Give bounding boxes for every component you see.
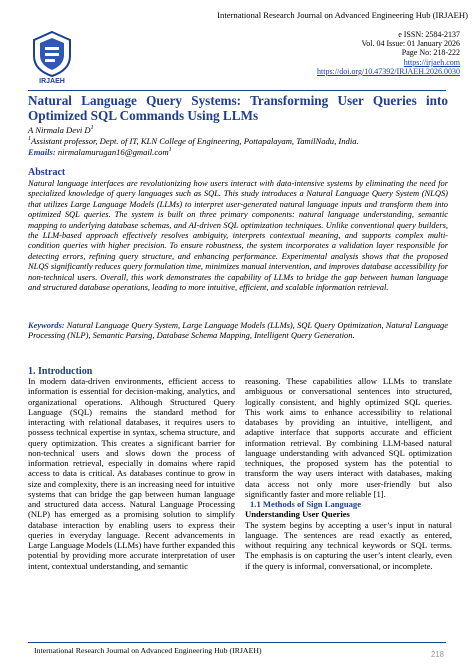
volume-issue: Vol. 04 Issue: 01 January 2026 — [361, 39, 460, 49]
affiliation: Assistant professor, Dept. of IT, KLN College of Engineering, Pottapalayam, TamilNadu, India. — [31, 135, 359, 146]
intro-left-column: In modern data-driven environments, efficient access to information is essential for decision-making, analytics, and organizational operations. Although Structured Query Language (SQL) remains the standard method for interacting with relational databases, it requires users to possess technical expertise in syntax, schema structure, and query optimization. This creates a significant barrier for non-technical users and slows down the process of information retrieval, especially in domains where rapid access to data is critical. As databases continue to grow in size and complexity, there is an increasing need for intuitive systems that can bridge the gap between human language and structured data access. Natural Language Processing (NLP) has emerged as a promising solution to simplify database interaction by enabling users to express their queries in everyday language. Recent advancements in Large Language Models (LLMs) have further expanded this potential by providing more accurate interpretation of user intent, contextual understanding, and semantic — [28, 376, 235, 571]
subsection-heading: 1.1 Methods of Sign Language — [250, 499, 362, 509]
journal-url-link[interactable]: https://irjaeh.com — [403, 57, 460, 67]
paper-title: Natural Language Query Systems: Transforming User Queries into Optimized SQL Commands Using LLMs — [28, 93, 448, 123]
email-line — [28, 145, 448, 157]
doi-link[interactable]: https://doi.org/10.47392/IRJAEH.2026.0030 — [317, 66, 460, 76]
affiliation-superscript: 1 — [28, 136, 31, 142]
abstract-heading: Abstract — [28, 167, 66, 178]
email-label: Emails: — [28, 146, 56, 157]
footer-rule — [28, 642, 446, 643]
email-address[interactable]: nirmalamurugan16@gmail.com — [57, 146, 169, 157]
page-number: 218 — [430, 650, 444, 659]
subsubsection-heading: Understanding User Queries — [245, 509, 350, 520]
page-range: Page No: 218-222 — [401, 48, 460, 58]
intro-right-column — [245, 376, 452, 571]
keywords-block — [28, 320, 448, 341]
keywords-label: Keywords: — [28, 320, 65, 330]
email-superscript: 1 — [168, 147, 172, 153]
issn: e ISSN: 2584-2137 — [398, 30, 460, 39]
header-rule — [28, 90, 446, 91]
journal-logo-icon — [30, 30, 74, 78]
author-superscript: 1 — [90, 125, 94, 131]
author-name: A Nirmala Devi D — [28, 124, 91, 135]
publication-meta — [260, 30, 460, 76]
journal-name: International Research Journal on Advanced Engineering Hub (IRJAEH) — [217, 10, 468, 20]
intro-right-paragraph: reasoning. These capabilities allow LLMs to translate ambiguous or conversational sentences into structured, logically consistent, and highly optimized SQL queries. This work aims to enhance accessibility to relational databases by providing an intuitive, intelligent, and adaptive interface that supports accurate and efficient information retrieval. By combining LLM-based natural language understanding with advanced SQL optimization techniques, the proposed system has the potential to transform the way users interact with databases, making data access not only more user-friendly but also significantly faster and more reliable [1]. — [245, 376, 452, 499]
abstract-text: Natural language interfaces are revolutionizing how users interact with data-intensive systems by eliminating the need for specialized knowledge of query languages such as SQL. This study introduces a Natural Language Query System (NLQS) that utilizes Large Language Models (LLMs) to interpret user-generated natural language inputs and transform them into optimized SQL queries. The system is built on three primary components: natural language understanding, semantic mapping to underlying database schemas, and AI-driven SQL optimization techniques. Unlike conventional query builders, the LLM-based approach effectively resolves ambiguity, interprets contextual meaning, and supports complex multi-condition queries with higher precision. To ensure robustness, the system incorporates a validation layer responsible for detecting errors, refining query structure, and enhancing performance. Experimental analysis shows that the proposed NLQS significantly reduces query formulation time, minimizes manual intervention, and improves database accessibility for non-technical users. Overall, this work demonstrates the capability of LLMs to bridge the gap between human language and structured database operations, leading to more intuitive, efficient, and scalable information retrieval. — [28, 178, 448, 293]
keywords-text: Natural Language Query System, Large Language Models (LLMs), SQL Query Optimization, Natural Language Processing (NLP), Semantic Parsing, Database Schema Mapping, Intelligent Query Generation. — [28, 320, 449, 341]
logo-caption: IRJAEH — [39, 78, 65, 85]
introduction-heading: 1. Introduction — [28, 366, 93, 377]
footer-journal-name: International Research Journal on Advanced Engineering Hub (IRJAEH) — [34, 646, 262, 655]
user-queries-paragraph: The system begins by accepting a user’s input in natural language. The sentences are read exactly as entered, without requiring any technical keywords or SQL terms. The emphasis is on capturing the user’s intent clearly, even if the query is informal, conversational, or incomplete. — [245, 519, 452, 571]
